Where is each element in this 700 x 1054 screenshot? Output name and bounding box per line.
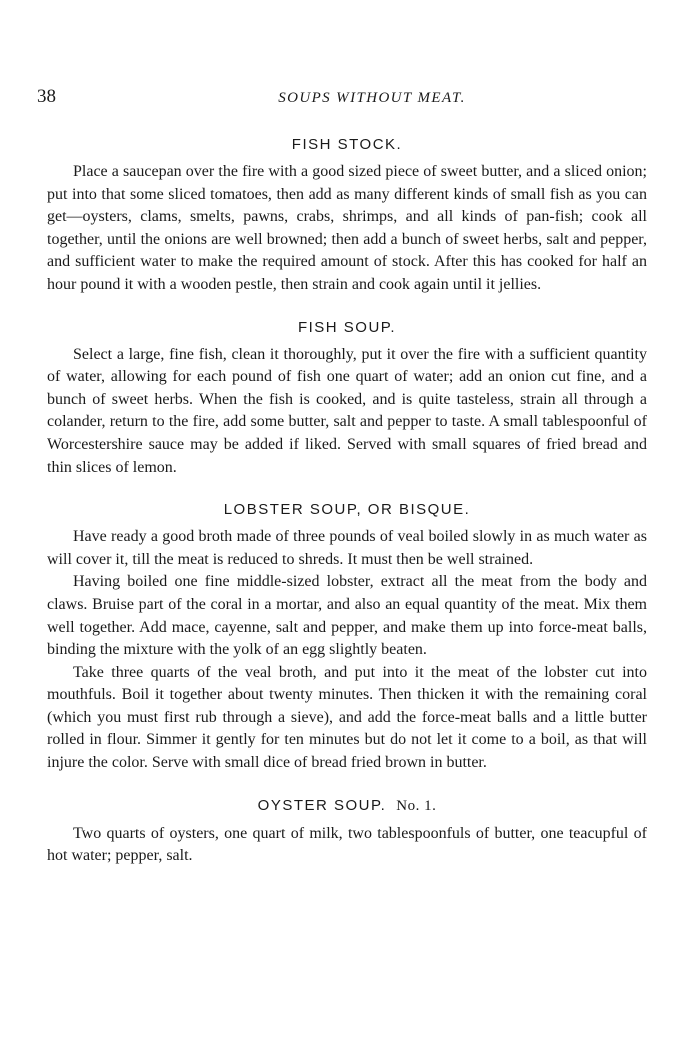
paragraph: Two quarts of oysters, one quart of milk, two tablespoonfuls of butter, one teacupful of hot water; pepper, salt.: [47, 824, 647, 865]
section-heading: [47, 797, 647, 815]
running-title: SOUPS WITHOUT MEAT.: [278, 90, 466, 106]
paragraph: Take three quarts of the veal broth, and put into it the meat of the lobster cut into mouthfuls. Boil it together about twenty minutes. Then thicken it with the remaining coral (which you must first rub through a sieve), and add the force-meat balls and a little butter rolled in flour. Simmer it gently for ten minutes but do not let it come to a boil, as that will injure the color. Serve with small dice of bread fried brown in butter.: [47, 663, 647, 772]
section-title: FISH SOUP.: [297, 318, 397, 336]
section-number: No. 1.: [396, 797, 437, 814]
paragraph: Having boiled one fine middle-sized lobster, extract all the meat from the body and claws. Bruise part of the coral in a mortar, and also an equal quantity of the meat. Mix them well together. Add mace, cayenne, salt and pepper, and make them up into force-meat balls, binding the mixture with the yolk of an egg slightly beaten.: [47, 573, 647, 659]
running-header: [37, 86, 647, 112]
paragraph: Select a large, fine fish, clean it thoroughly, put it over the fire with a sufficient quantity of water, allowing for each pound of fish one quart of water; add an onion cut fine, and a bunch of sweet herbs. When the fish is cooked, and is quite tasteless, strain all through a colander, return to the fire, add some butter, salt and pepper to taste. A small tablespoonful of Worcestershire sauce may be added if liked. Served with small squares of fried bread and thin slices of lemon.: [47, 345, 647, 476]
page-number: 38: [37, 86, 56, 107]
section-title: FISH STOCK.: [291, 136, 403, 153]
section-heading: [47, 136, 647, 153]
paragraph: Place a saucepan over the fire with a good sized piece of sweet butter, and a sliced onion; put into that some sliced tomatoes, then add as many different kinds of small fish as you can get—oysters, clams, smelts, pawns, crabs, shrimps, and all kinds of pan-fish; cook all together, until the onions are well browned; then add a bunch of sweet herbs, salt and pepper, and sufficient water to make the required amount of stock. After this has cooked for half an hour pound it with a wooden pestle, then strain and cook again until it jellies.: [47, 163, 647, 293]
section-lobster-soup: [47, 501, 647, 775]
section-fish-soup: [47, 319, 647, 480]
section-heading: [47, 501, 647, 518]
book-page: [37, 86, 647, 890]
paragraph: Have ready a good broth made of three pounds of veal boiled slowly in as much water as will cover it, till the meat is reduced to shreds. It must then be well strained.: [47, 528, 647, 568]
section-title: LOBSTER SOUP, OR BISQUE.: [223, 501, 471, 519]
section-oyster-soup: [47, 797, 647, 868]
section-fish-stock: [47, 136, 647, 297]
section-title: OYSTER SOUP.: [257, 796, 387, 814]
section-heading: [47, 319, 647, 336]
